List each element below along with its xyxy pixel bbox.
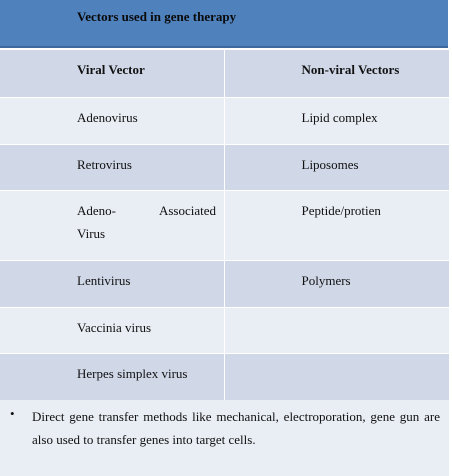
vectors-table bbox=[0, 49, 449, 400]
non-viral-vector-value: Peptide/protien bbox=[301, 203, 381, 218]
header-viral-vector: Viral Vector bbox=[77, 62, 145, 77]
note-text: Direct gene transfer methods like mechanical, electroporation, gene gun are also used to transfer genes into target cells. bbox=[32, 409, 440, 447]
table-title: Vectors used in gene therapy bbox=[77, 9, 237, 24]
viral-vector-value bbox=[0, 191, 224, 245]
viral-vector-value: Lentivirus bbox=[77, 273, 131, 288]
viral-vector-value: Vaccinia virus bbox=[77, 320, 152, 335]
adeno-line bbox=[77, 199, 216, 222]
table-header-row bbox=[0, 50, 449, 98]
table-row bbox=[0, 354, 449, 400]
header-cell-non-viral bbox=[224, 50, 449, 98]
table-row bbox=[0, 98, 449, 145]
non-viral-cell bbox=[224, 98, 449, 145]
viral-vector-value: Herpes simplex virus bbox=[77, 366, 188, 381]
non-viral-cell bbox=[224, 308, 449, 354]
adeno-word: Adeno- bbox=[77, 203, 116, 218]
bullet-note bbox=[0, 400, 449, 476]
non-viral-vector-value bbox=[225, 354, 450, 362]
non-viral-vector-value: Liposomes bbox=[301, 157, 359, 172]
non-viral-cell bbox=[224, 261, 449, 308]
viral-vector-value: Retrovirus bbox=[77, 157, 132, 172]
viral-cell bbox=[0, 98, 224, 145]
viral-cell bbox=[0, 191, 224, 261]
non-viral-vector-value: Lipid complex bbox=[301, 110, 378, 125]
table-row bbox=[0, 308, 449, 354]
viral-cell bbox=[0, 145, 224, 191]
table-row bbox=[0, 145, 449, 191]
header-non-viral-vectors: Non-viral Vectors bbox=[301, 62, 400, 77]
non-viral-cell bbox=[224, 354, 449, 400]
non-viral-vector-value: Polymers bbox=[301, 273, 351, 288]
viral-cell bbox=[0, 354, 224, 400]
viral-cell bbox=[0, 308, 224, 354]
table-row bbox=[0, 191, 449, 261]
non-viral-vector-value bbox=[225, 308, 450, 316]
virus-word: Virus bbox=[77, 226, 106, 241]
title-bar bbox=[0, 0, 448, 48]
table-row bbox=[0, 261, 449, 308]
bullet-icon: • bbox=[10, 406, 15, 421]
viral-cell bbox=[0, 261, 224, 308]
viral-vector-value: Adenovirus bbox=[77, 110, 138, 125]
non-viral-cell bbox=[224, 145, 449, 191]
non-viral-cell bbox=[224, 191, 449, 261]
header-cell-viral bbox=[0, 50, 224, 98]
associated-word: Associated bbox=[158, 203, 216, 218]
